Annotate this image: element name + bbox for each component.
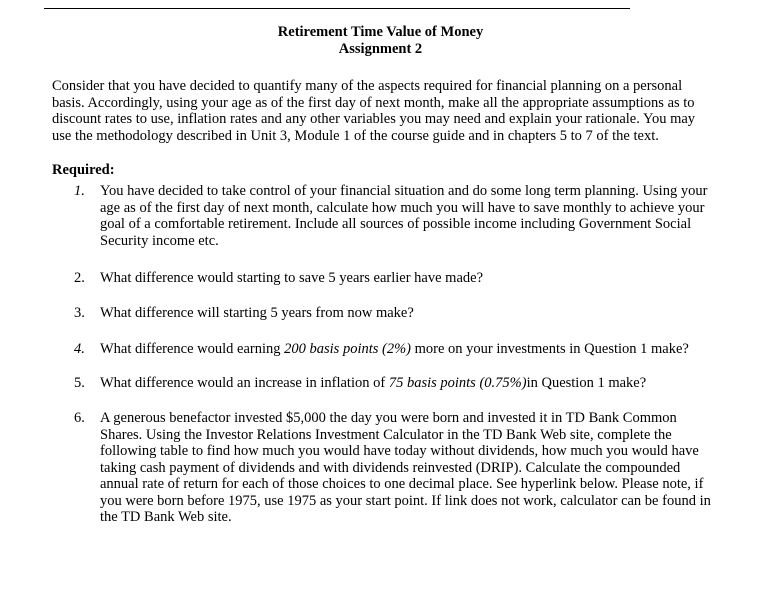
question-text: What difference would starting to save 5 years earlier have made? xyxy=(100,270,484,286)
question-text: A generous benefactor invested $5,000 the day you were born and invested it in TD Bank Common Shares. Using the Investor Relations Investment Calculator in the TD Bank Web site, complete the following table to find how much you would have today without dividends, how much you would have taking cash payment of dividends and with dividends reinvested (DRIP). Calculate the compounded annual rate of return for each of those choices to one decimal place. See hyperlink below. Please note, if you were born before 1975, use 1975 as your start point. If link does not work, calculator can be found in the TD Bank Web site. xyxy=(100,410,711,525)
question-text-emphasis: 75 basis points (0.75%) xyxy=(388,375,527,391)
question-text: You have decided to take control of your financial situation and do some long term planning. Using your age as of the first day of next month, calculate how much you will have to save monthly to achieve your goal of a comfortable retirement. Include all sources of possible income including Government Social Security income etc. xyxy=(100,183,708,249)
intro-paragraph: Consider that you have decided to quantify many of the aspects required for financial planning on a personal basis. Accordingly, using your age as of the first day of next month, make all the appropriate assumptions as to discount rates to use, inflation rates and any other variables you may need and explain your rationale. You may use the methodology described in Unit 3, Module 1 of the course guide and in chapters 5 to 7 of the text. xyxy=(52,78,696,144)
question-number: 1. xyxy=(74,183,85,199)
question-6 xyxy=(52,410,712,526)
question-1 xyxy=(52,183,712,249)
document-title xyxy=(0,24,761,58)
question-2 xyxy=(52,270,712,287)
question-text xyxy=(100,341,712,358)
question-number: 2. xyxy=(74,270,85,286)
required-heading: Required: xyxy=(52,162,115,178)
question-number: 3. xyxy=(74,305,85,321)
question-text: What difference will starting 5 years from now make? xyxy=(100,305,414,321)
top-horizontal-rule xyxy=(44,8,630,9)
question-3 xyxy=(52,305,712,322)
question-text-after: in Question 1 make? xyxy=(526,375,647,391)
question-4 xyxy=(52,341,712,358)
question-text-before: What difference would an increase in inflation of xyxy=(100,375,389,391)
title-line-2: Assignment 2 xyxy=(338,41,423,57)
title-line-1: Retirement Time Value of Money xyxy=(277,24,484,40)
question-text-emphasis: 200 basis points (2%) xyxy=(284,341,411,357)
question-5 xyxy=(52,375,712,392)
question-text-after: more on your investments in Question 1 make? xyxy=(411,341,689,357)
question-number: 4. xyxy=(74,341,85,357)
question-number: 6. xyxy=(74,410,85,426)
question-text-before: What difference would earning xyxy=(100,341,285,357)
question-number: 5. xyxy=(74,375,85,391)
question-text xyxy=(100,375,712,392)
